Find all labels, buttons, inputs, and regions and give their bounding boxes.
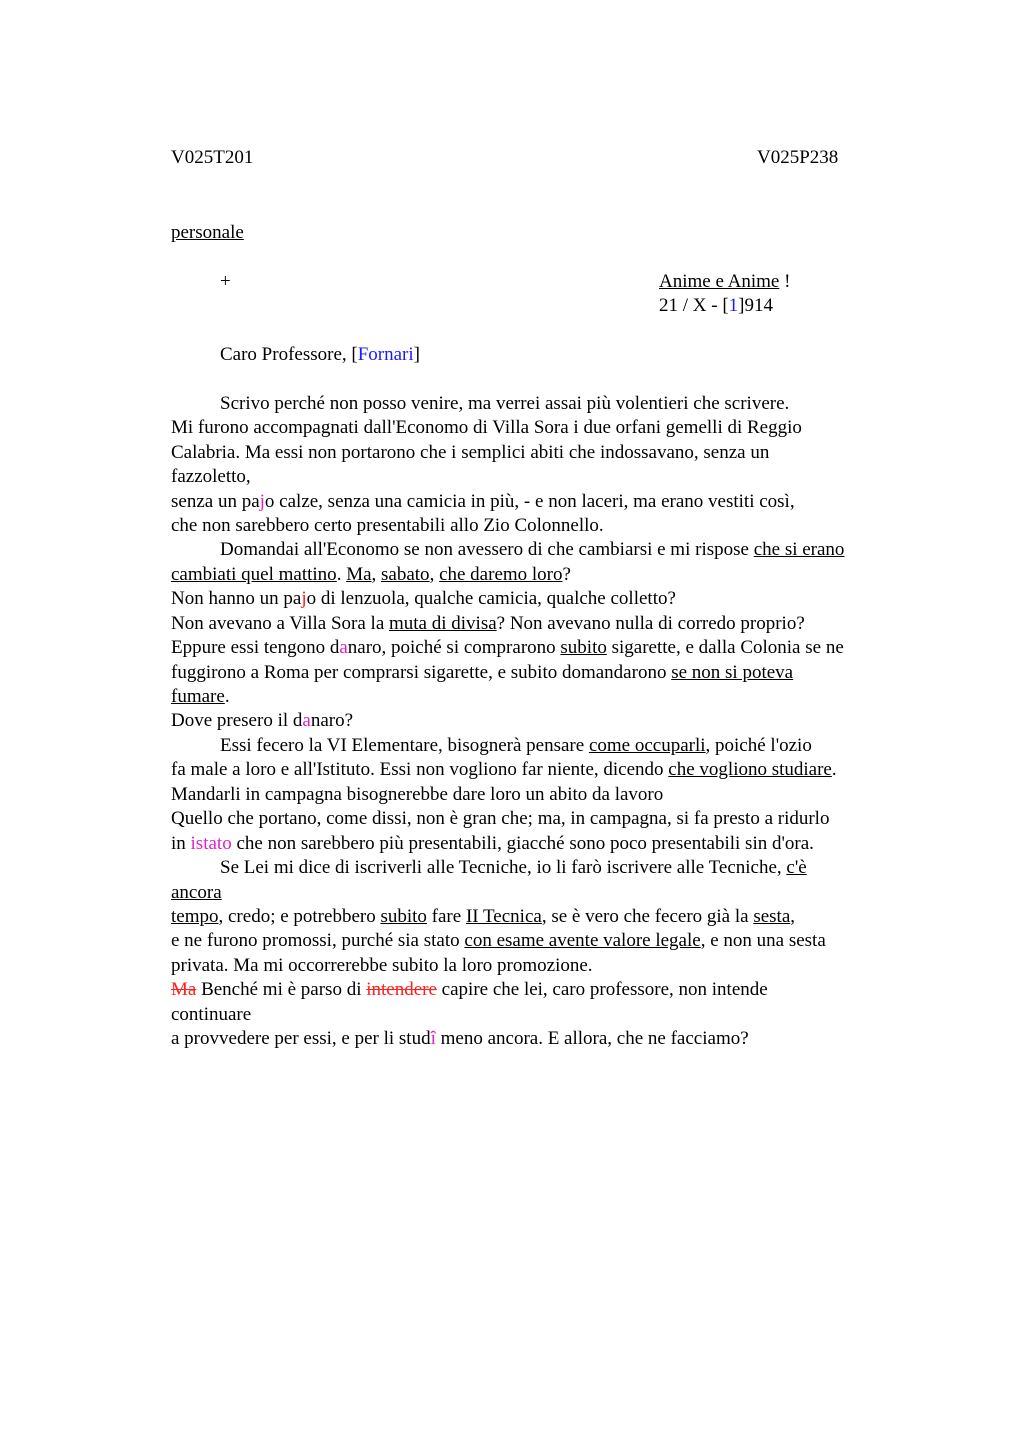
motto [659, 270, 790, 294]
right-archive-code: V025P238 [757, 147, 839, 168]
date-suffix: ]914 [738, 295, 773, 316]
body-line: Mandarli in campagna bisognerebbe dare loro un abito da lavoro [171, 784, 664, 805]
body-line: Non hanno un pajo di lenzuola, qualche camicia, qualche colletto? [171, 588, 676, 609]
body-line: Quello che portano, come dissi, non è gran che; ma, in campagna, si fa presto a ridurlo [171, 808, 830, 829]
body-line: Domandai all'Economo se non avessero di che cambiarsi e mi rispose che si erano [220, 539, 845, 560]
body-line: Calabria. Ma essi non portarono che i semplici abiti che indossavano, senza un [171, 442, 770, 463]
body-line: a provvedere per essi, e per li studî meno ancora. E allora, che ne facciamo? [171, 1028, 749, 1049]
body-line: Dove presero il danaro? [171, 710, 354, 731]
body-line: e ne furono promossi, purché sia stato con esame avente valore legale, e non una sesta [171, 930, 826, 951]
motto-exclamation: ! [779, 271, 791, 292]
body-line: Scrivo perché non posso venire, ma verrei assai più volentieri che scrivere. [220, 393, 790, 414]
body-line: Se Lei mi dice di iscriverli alle Tecniche, io li farò iscrivere alle Tecniche, c'è [220, 857, 807, 878]
body-line: fumare. [171, 686, 230, 707]
body-line: fuggirono a Roma per comprarsi sigarette, e subito domandarono se non si poteva [171, 662, 794, 683]
cross-mark: + [220, 271, 231, 292]
salutation-name: Fornari [357, 344, 414, 365]
letter-date [659, 294, 773, 318]
body-line: cambiati quel mattino. Ma, sabato, che daremo loro? [171, 564, 571, 585]
left-archive-code: V025T201 [171, 147, 254, 168]
body-line: Non avevano a Villa Sora la muta di divisa? Non avevano nulla di corredo proprio? [171, 613, 805, 634]
body-line: Ma Benché mi è parso di intendere capire che lei, caro professore, non intende [171, 979, 768, 1000]
body-line: tempo, credo; e potrebbero subito fare II Tecnica, se è vero che fecero già la sesta, [171, 906, 796, 927]
body-line: Eppure essi tengono danaro, poiché si comprarono subito sigarette, e dalla Colonia se ne [171, 637, 844, 658]
body-line: ancora [171, 882, 222, 903]
motto-text: Anime e Anime [659, 271, 780, 292]
body-line: che non sarebbero certo presentabili allo Zio Colonnello. [171, 515, 604, 536]
salutation-text: Caro Professore, [ [220, 344, 358, 365]
body-line: privata. Ma mi occorrerebbe subito la loro promozione. [171, 955, 593, 976]
body-line: continuare [171, 1004, 252, 1025]
body-line: senza un pajo calze, senza una camicia in più, - e non laceri, ma erano vestiti così, [171, 491, 795, 512]
salutation-close: ] [413, 344, 420, 365]
body-line: fazzoletto, [171, 466, 251, 487]
salutation [220, 343, 420, 367]
body-line: in istato che non sarebbero più presentabili, giacché sono poco presentabili sin d'ora. [171, 833, 814, 854]
date-editorial-digit: 1 [728, 295, 739, 316]
date-prefix: 21 / X - [ [659, 295, 729, 316]
body-line: Mi furono accompagnati dall'Economo di Villa Sora i due orfani gemelli di Reggio [171, 417, 802, 438]
personal-label: personale [171, 222, 244, 243]
body-line: fa male a loro e all'Istituto. Essi non vogliono far niente, dicendo che vogliono studiare. [171, 759, 837, 780]
body-line: Essi fecero la VI Elementare, bisognerà pensare come occuparli, poiché l'ozio [220, 735, 812, 756]
